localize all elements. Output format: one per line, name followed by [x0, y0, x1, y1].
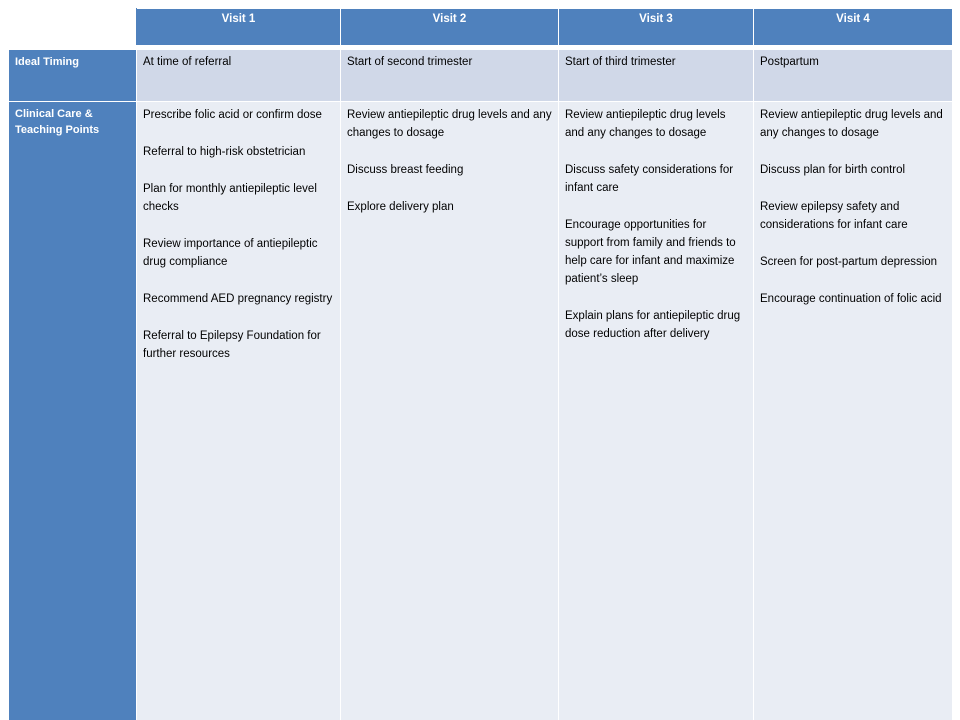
care-point: Explain plans for antiepileptic drug dose reduction after delivery [565, 310, 741, 340]
timing-cell-visit-1 [137, 50, 341, 102]
column-header-visit-3: Visit 3 [559, 9, 754, 46]
care-point: Review antiepileptic drug levels and any changes to dosage [565, 109, 726, 139]
care-cell-visit-4 [754, 102, 953, 720]
care-point: Discuss safety considerations for infant care [565, 164, 734, 194]
corner-cell [9, 9, 137, 46]
care-cell-visit-3 [559, 102, 754, 720]
care-cell-visit-2 [341, 102, 559, 720]
care-point: Explore delivery plan [347, 201, 454, 213]
care-point: Review epilepsy safety and considerations for infant care [760, 201, 908, 231]
header-row [9, 9, 953, 46]
column-header-visit-1: Visit 1 [137, 9, 341, 46]
row-label-clinical-care: Clinical Care & Teaching Points [9, 102, 137, 720]
visit-schedule-table [8, 8, 953, 720]
care-point: Plan for monthly antiepileptic level checks [143, 183, 317, 213]
care-point: Referral to Epilepsy Foundation for further resources [143, 330, 321, 360]
care-point: Recommend AED pregnancy registry [143, 293, 333, 305]
ideal-timing-row [9, 50, 953, 102]
care-point: Encourage opportunities for support from family and friends to help care for infant and maximize patient’s sleep [565, 219, 736, 285]
timing-cell-visit-2 [341, 50, 559, 102]
care-point: Discuss breast feeding [347, 164, 464, 176]
care-point: Prescribe folic acid or confirm dose [143, 109, 322, 121]
care-point: Review importance of antiepileptic drug compliance [143, 238, 318, 268]
care-point: Encourage continuation of folic acid [760, 293, 942, 305]
care-point: Discuss plan for birth control [760, 164, 906, 176]
care-cell-visit-1 [137, 102, 341, 720]
timing-text: At time of referral [143, 56, 232, 68]
care-point: Review antiepileptic drug levels and any changes to dosage [760, 109, 943, 139]
timing-cell-visit-3 [559, 50, 754, 102]
column-header-visit-4: Visit 4 [754, 9, 953, 46]
care-point: Review antiepileptic drug levels and any changes to dosage [347, 109, 552, 139]
row-label-ideal-timing: Ideal Timing [9, 50, 137, 102]
timing-text: Postpartum [760, 56, 819, 68]
timing-cell-visit-4 [754, 50, 953, 102]
care-point: Referral to high-risk obstetrician [143, 146, 306, 158]
column-header-visit-2: Visit 2 [341, 9, 559, 46]
timing-text: Start of second trimester [347, 56, 473, 68]
care-point: Screen for post-partum depression [760, 256, 938, 268]
timing-text: Start of third trimester [565, 56, 676, 68]
clinical-care-row [9, 102, 953, 720]
